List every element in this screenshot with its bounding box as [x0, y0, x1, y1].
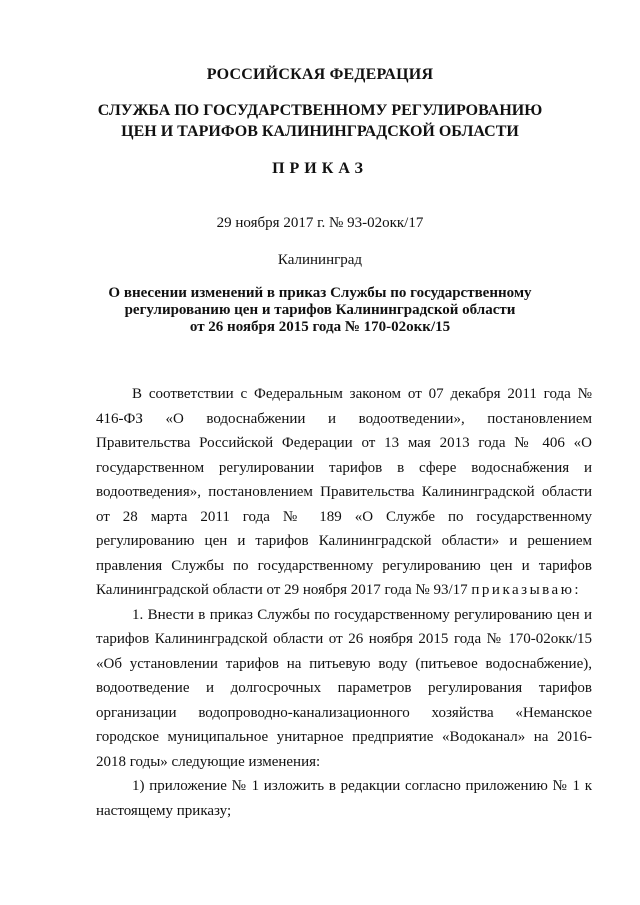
item-1-1-paragraph: 1) приложение № 1 изложить в редакции согласно приложению № 1 к настоящему приказу;	[96, 778, 592, 819]
document-type: ПРИКАЗ	[272, 160, 368, 177]
item-1-paragraph: 1. Внести в приказ Службы по государственному регулированию цен и тарифов Калининградской области от 26 ноября 2015 года № 170-02окк/15 «Об установлении тарифов на питьевую воду (питьевое водоснабжение), водоотведение и долгосрочных параметров регулирования тарифов организации водопроводно-канализационного хозяйства «Неманское городское муниципальное унитарное предприятие «Водоканал» на 2016-2018 годы» следующие изменения:	[96, 606, 592, 770]
city: Калининград	[277, 252, 363, 268]
order-word: приказываю:	[471, 582, 582, 598]
preamble-paragraph	[96, 382, 592, 603]
subject-line2: регулированию цен и тарифов Калининградской области	[124, 302, 516, 318]
subject-line3: от 26 ноября 2015 года № 170-02окк/15	[189, 319, 451, 335]
document-subject	[0, 285, 640, 336]
agency-heading-line1: СЛУЖБА ПО ГОСУДАРСТВЕННОМУ РЕГУЛИРОВАНИЮ	[97, 102, 543, 119]
preamble-text: В соответствии с Федеральным законом от 07 декабря 2011 года № 416-ФЗ «О водоснабжении и водоотведении», постановлением Правительства Российской Федерации от 13 мая 2013 года № 406 «О государственном регулировании тарифов в сфере водоснабжения и водоотведения», постановлением Правительства Калининградской области от 28 марта 2011 года № 189 «О Службе по государственному регулированию цен и тарифов Калининградской области» и решением правления Службы по государственному регулированию цен и тарифов Калининградской области от 29 ноября 2017 года № 93/17	[96, 386, 592, 598]
subject-line1: О внесении изменений в приказ Службы по государственному	[108, 285, 532, 301]
date-number: 29 ноября 2017 г. № 93-02окк/17	[216, 215, 424, 231]
agency-heading-line2: ЦЕН И ТАРИФОВ КАЛИНИНГРАДСКОЙ ОБЛАСТИ	[121, 123, 519, 140]
country-heading: РОССИЙСКАЯ ФЕДЕРАЦИЯ	[206, 66, 434, 83]
document-body	[96, 382, 592, 823]
agency-heading	[0, 100, 640, 142]
